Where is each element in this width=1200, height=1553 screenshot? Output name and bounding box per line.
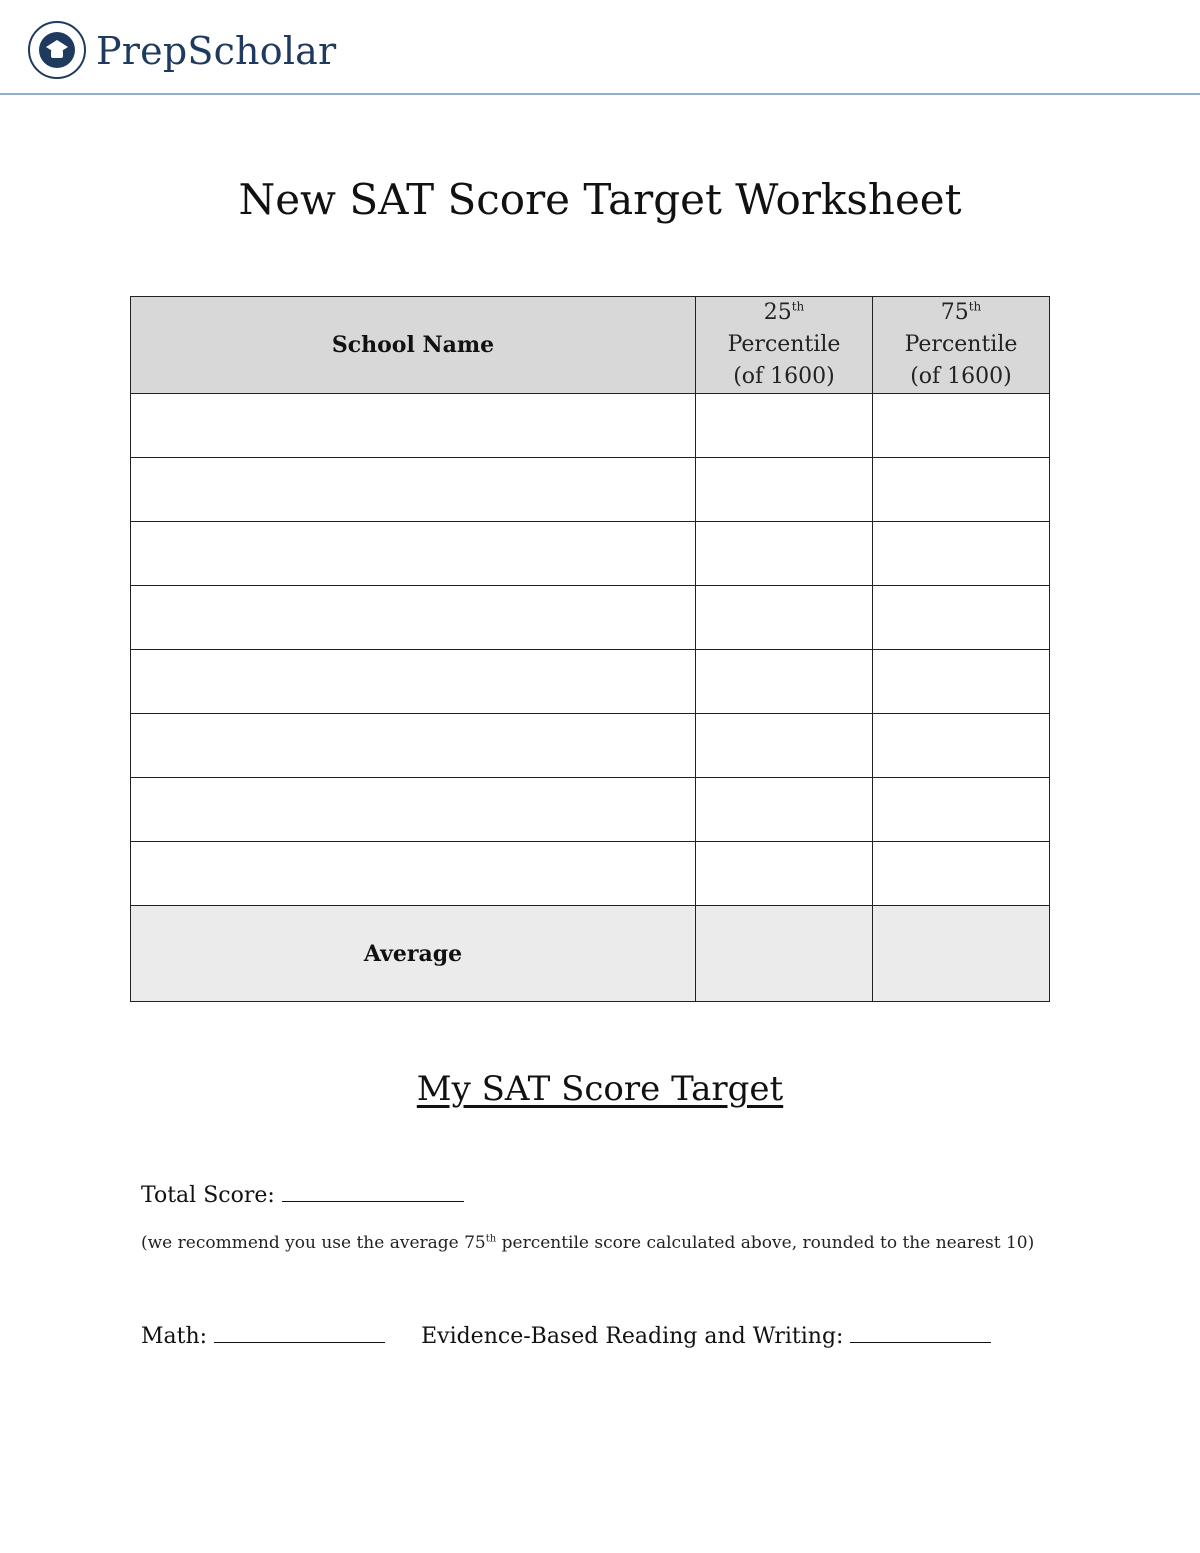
p75-score-cell[interactable] — [873, 842, 1050, 906]
p75-percentile-label: Percentile — [904, 332, 1018, 357]
p25-score-cell[interactable] — [696, 778, 873, 842]
target-heading-text: My SAT Score Target — [416, 1069, 784, 1109]
school-score-table — [130, 296, 1050, 1002]
p75-number: 75 — [940, 300, 969, 325]
p25-score-cell[interactable] — [696, 394, 873, 458]
total-score-label: Total Score: — [141, 1183, 275, 1208]
p25-percentile-label: Percentile — [727, 332, 841, 357]
school-name-cell[interactable] — [131, 458, 696, 522]
table-row — [131, 650, 1050, 714]
column-header-25th-percentile — [696, 297, 873, 394]
math-label: Math: — [141, 1324, 208, 1349]
school-name-cell[interactable] — [131, 522, 696, 586]
average-label: Average — [363, 940, 463, 967]
recommendation-note — [141, 1231, 1034, 1255]
average-p25-cell[interactable] — [696, 906, 873, 1002]
total-score-line — [141, 1181, 464, 1211]
table-row — [131, 778, 1050, 842]
p25-score-cell[interactable] — [696, 458, 873, 522]
table-row — [131, 586, 1050, 650]
p75-score-cell[interactable] — [873, 586, 1050, 650]
column-header-75th-percentile — [873, 297, 1050, 394]
school-name-cell[interactable] — [131, 778, 696, 842]
p75-ordinal: th — [968, 299, 982, 314]
p75-score-cell[interactable] — [873, 778, 1050, 842]
p75-score-cell[interactable] — [873, 394, 1050, 458]
ebrw-score-blank[interactable] — [850, 1322, 991, 1343]
average-label-cell — [131, 906, 696, 1002]
school-name-cell[interactable] — [131, 714, 696, 778]
p75-score-cell[interactable] — [873, 522, 1050, 586]
table-row — [131, 714, 1050, 778]
p25-score-cell[interactable] — [696, 714, 873, 778]
note-ordinal: th — [485, 1233, 497, 1245]
page-header — [0, 0, 1200, 95]
prepscholar-logo-icon — [28, 21, 86, 79]
brand-name: PrepScholar — [96, 29, 337, 73]
header-divider — [0, 93, 1200, 95]
p25-score-cell[interactable] — [696, 522, 873, 586]
page-title: New SAT Score Target Worksheet — [238, 175, 962, 224]
note-text-start: (we recommend you use the average 75 — [141, 1233, 486, 1253]
target-heading — [0, 1064, 1200, 1114]
section-scores-line — [141, 1322, 991, 1352]
total-score-blank[interactable] — [282, 1181, 464, 1202]
table-header-row — [131, 297, 1050, 394]
average-p75-cell[interactable] — [873, 906, 1050, 1002]
school-name-cell[interactable] — [131, 586, 696, 650]
school-name-cell[interactable] — [131, 650, 696, 714]
ebrw-label: Evidence-Based Reading and Writing: — [421, 1324, 844, 1349]
p25-scale-label: (of 1600) — [733, 364, 835, 389]
average-row — [131, 906, 1050, 1002]
p25-score-cell[interactable] — [696, 842, 873, 906]
p25-number: 25 — [763, 300, 792, 325]
p75-scale-label: (of 1600) — [910, 364, 1012, 389]
p75-score-cell[interactable] — [873, 650, 1050, 714]
p75-score-cell[interactable] — [873, 714, 1050, 778]
school-name-cell[interactable] — [131, 394, 696, 458]
table-row — [131, 394, 1050, 458]
table-row — [131, 522, 1050, 586]
p25-score-cell[interactable] — [696, 586, 873, 650]
column-header-school-name: School Name — [131, 297, 696, 394]
table-row — [131, 842, 1050, 906]
table-row — [131, 458, 1050, 522]
p25-score-cell[interactable] — [696, 650, 873, 714]
p25-ordinal: th — [791, 299, 805, 314]
school-name-cell[interactable] — [131, 842, 696, 906]
p75-score-cell[interactable] — [873, 458, 1050, 522]
note-text-end: percentile score calculated above, rounded to the nearest 10) — [496, 1233, 1035, 1253]
math-score-blank[interactable] — [214, 1322, 385, 1343]
